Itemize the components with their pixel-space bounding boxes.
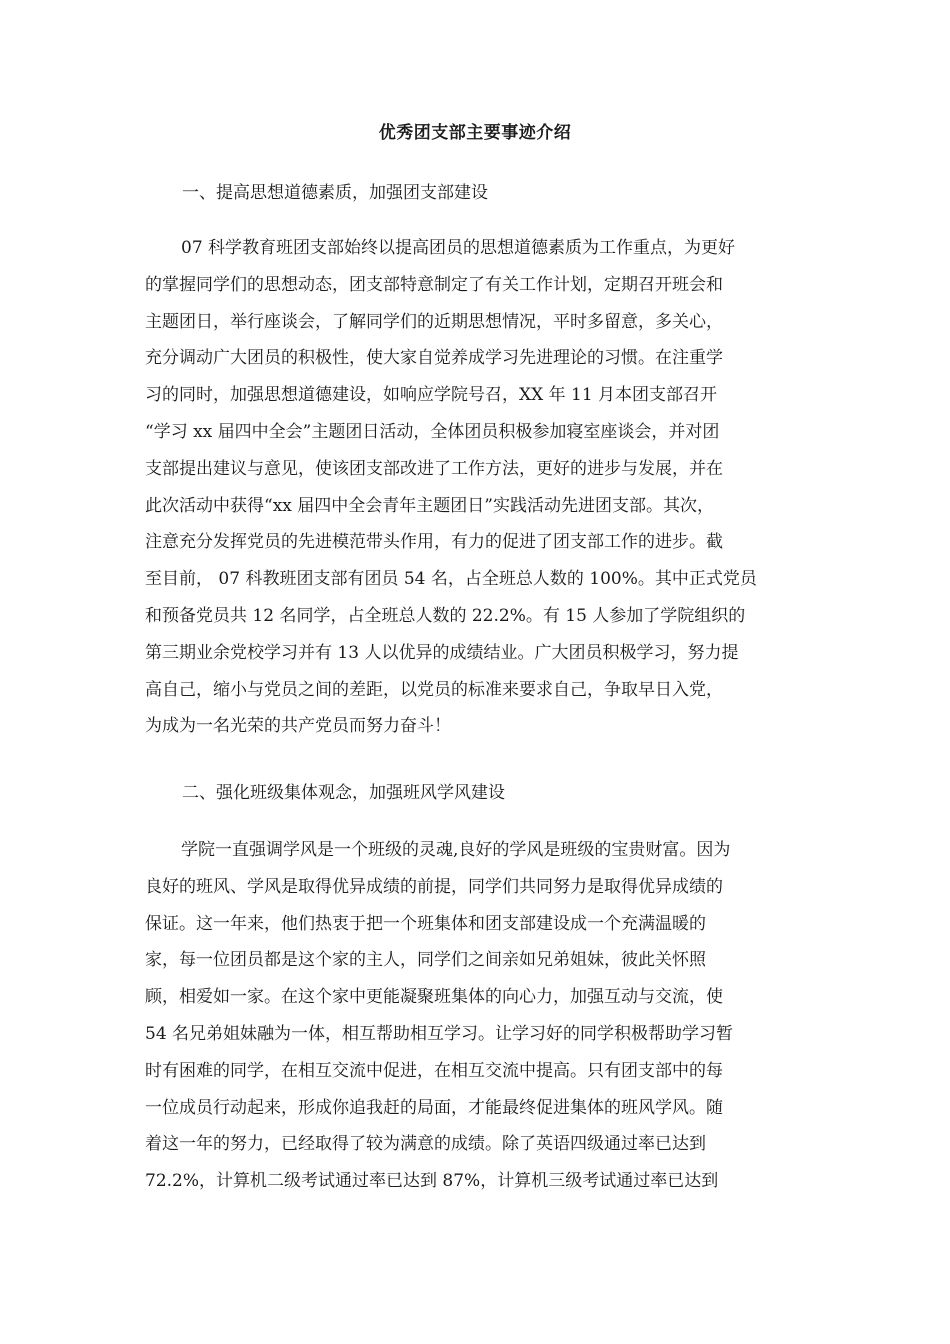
- paragraph-line: 支部提出建议与意见，使该团支部改进了工作方法，更好的进步与发展，并在: [145, 458, 723, 479]
- paragraph-line: 此次活动中获得“xx 届四中全会青年主题团日”实践活动先进团支部。其次，: [145, 495, 714, 516]
- paragraph-line: 一位成员行动起来，形成你追我赶的局面，才能最终促进集体的班风学风。随: [145, 1097, 723, 1118]
- paragraph-line: 家，每一位团员都是这个家的主人，同学们之间亲如兄弟姐妹，彼此关怀照: [145, 950, 706, 971]
- paragraph-line: 主题团日，举行座谈会，了解同学们的近期思想情况，平时多留意，多关心，: [145, 311, 723, 332]
- paragraph-line: 和预备党员共 12 名同学，占全班总人数的 22.2%。有 15 人参加了学院组织的: [145, 605, 746, 626]
- paragraph-line: 保证。这一年来，他们热衷于把一个班集体和团支部建设成一个充满温暖的: [145, 913, 706, 934]
- section-2-paragraph: [145, 832, 807, 1200]
- paragraph-line: 第三期业余党校学习并有 13 人以优异的成绩结业。广大团员积极学习，努力提: [145, 642, 739, 663]
- paragraph-line: 为成为一名光荣的共产党员而努力奋斗！: [145, 716, 451, 737]
- paragraph-line: 顾，相爱如一家。在这个家中更能凝聚班集体的向心力，加强互动与交流，使: [145, 987, 723, 1008]
- paragraph-line: 54 名兄弟姐妹融为一体，相互帮助相互学习。让学习好的同学积极帮助学习暂: [145, 1023, 734, 1044]
- paragraph-line: 学院一直强调学风是一个班级的灵魂,良好的学风是班级的宝贵财富。因为: [181, 840, 731, 860]
- paragraph-line: 高自己，缩小与党员之间的差距，以党员的标准来要求自己，争取早日入党，: [145, 679, 723, 700]
- paragraph-line: 充分调动广大团员的积极性，使大家自觉养成学习先进理论的习惯。在注重学: [145, 348, 723, 369]
- section-1-heading: 一、提高思想道德素质，加强团支部建设: [182, 183, 488, 203]
- paragraph-line: 习的同时，加强思想道德建设，如响应学院号召，XX 年 11 月本团支部召开: [145, 385, 718, 406]
- paragraph-line: 至目前， 07 科教班团支部有团员 54 名，占全班总人数的 100%。其中正式党员: [145, 569, 757, 590]
- paragraph-line: 着这一年的努力，已经取得了较为满意的成绩。除了英语四级通过率已达到: [145, 1134, 706, 1155]
- paragraph-line: 注意充分发挥党员的先进模范带头作用，有力的促进了团支部工作的进步。截: [145, 532, 723, 553]
- paragraph-line: 时有困难的同学，在相互交流中促进，在相互交流中提高。只有团支部中的每: [145, 1060, 723, 1081]
- document-title: 优秀团支部主要事迹介绍: [378, 123, 572, 143]
- paragraph-line: 72.2%，计算机二级考试通过率已达到 87%，计算机三级考试通过率已达到: [145, 1171, 719, 1192]
- paragraph-line: 良好的班风、学风是取得优异成绩的前提，同学们共同努力是取得优异成绩的: [145, 876, 723, 897]
- paragraph-line: “学习 xx 届四中全会”主题团日活动，全体团员积极参加寝室座谈会，并对团: [145, 421, 720, 442]
- section-2-heading: 二、强化班级集体观念，加强班风学风建设: [182, 783, 505, 803]
- section-1-paragraph: [145, 230, 807, 745]
- paragraph-line: 07 科学教育班团支部始终以提高团员的思想道德素质为工作重点，为更好: [181, 238, 736, 258]
- paragraph-line: 的掌握同学们的思想动态，团支部特意制定了有关工作计划，定期召开班会和: [145, 274, 723, 295]
